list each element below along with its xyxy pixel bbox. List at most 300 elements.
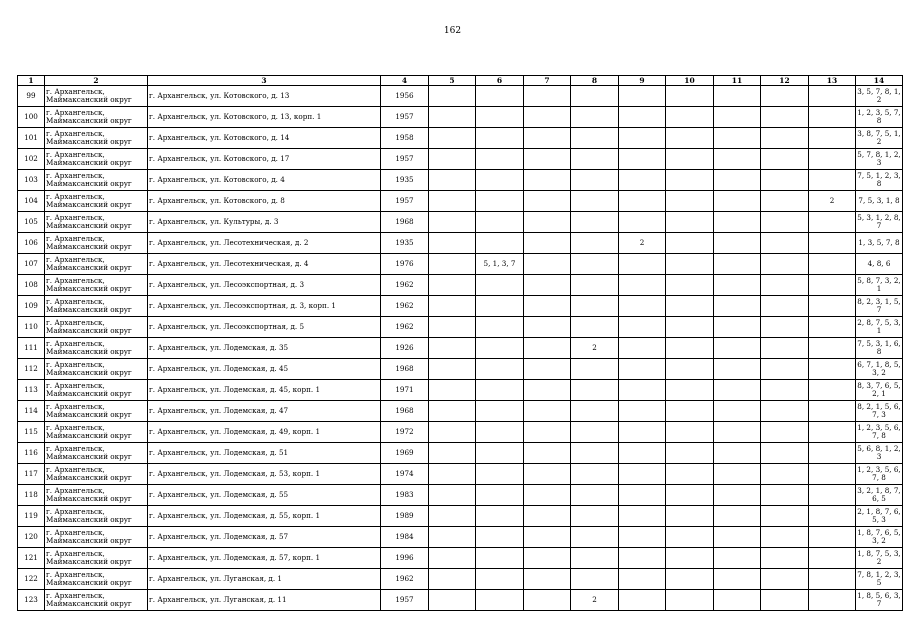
table-cell: 1, 2, 3, 5, 7, 8 [856, 107, 903, 128]
table-cell [476, 317, 524, 338]
table-cell: 7, 5, 3, 1, 6, 8 [856, 338, 903, 359]
table-cell [809, 422, 856, 443]
table-cell [619, 128, 666, 149]
table-cell [666, 107, 714, 128]
table-cell [714, 191, 761, 212]
table-cell: 2 [619, 233, 666, 254]
table-cell [714, 380, 761, 401]
table-cell [714, 107, 761, 128]
table-cell: г. Архангельск, ул. Лодемская, д. 55, корп. 1 [148, 506, 381, 527]
table-cell: г. Архангельск, Маймаксанский округ [45, 170, 148, 191]
table-cell [429, 569, 476, 590]
table-cell [476, 128, 524, 149]
table-cell: г. Архангельск, ул. Котовского, д. 4 [148, 170, 381, 191]
table-cell: 116 [18, 443, 45, 464]
table-cell [524, 485, 571, 506]
table-cell [571, 422, 619, 443]
table-cell [524, 275, 571, 296]
table-cell [666, 506, 714, 527]
table-cell [809, 380, 856, 401]
table-cell [476, 506, 524, 527]
table-cell [809, 128, 856, 149]
table-cell [619, 149, 666, 170]
table-cell [714, 590, 761, 611]
table-cell: 111 [18, 338, 45, 359]
table-header [18, 76, 903, 86]
table-cell [476, 443, 524, 464]
table-cell [714, 86, 761, 107]
table-cell [809, 590, 856, 611]
column-header: 4 [381, 76, 429, 86]
table-cell [761, 485, 809, 506]
table-cell: г. Архангельск, ул. Лодемская, д. 57, корп. 1 [148, 548, 381, 569]
table-cell [666, 275, 714, 296]
table-cell: г. Архангельск, Маймаксанский округ [45, 359, 148, 380]
table-cell: 120 [18, 527, 45, 548]
table-cell: 1968 [381, 401, 429, 422]
table-cell: 5, 6, 8, 1, 2, 3 [856, 443, 903, 464]
table-cell: г. Архангельск, Маймаксанский округ [45, 233, 148, 254]
table-cell [666, 149, 714, 170]
table-cell [666, 590, 714, 611]
table-cell [619, 86, 666, 107]
table-cell [714, 338, 761, 359]
table-cell [666, 170, 714, 191]
table-cell [809, 548, 856, 569]
table-cell [761, 86, 809, 107]
table-cell [524, 527, 571, 548]
table-cell [571, 569, 619, 590]
table-cell: 1984 [381, 527, 429, 548]
table-cell: 1958 [381, 128, 429, 149]
table-cell [571, 86, 619, 107]
table-cell: 1962 [381, 275, 429, 296]
table-cell: 1962 [381, 317, 429, 338]
column-header: 1 [18, 76, 45, 86]
table-cell [666, 380, 714, 401]
table-cell [619, 254, 666, 275]
data-table [17, 75, 903, 611]
table-cell: г. Архангельск, Маймаксанский округ [45, 380, 148, 401]
table-cell: г. Архангельск, Маймаксанский округ [45, 527, 148, 548]
table-cell [524, 212, 571, 233]
table-cell [809, 464, 856, 485]
table-cell [524, 128, 571, 149]
table-cell [666, 422, 714, 443]
table-cell [714, 149, 761, 170]
table-cell [714, 548, 761, 569]
table-cell [476, 464, 524, 485]
table-cell: г. Архангельск, Маймаксанский округ [45, 275, 148, 296]
table-cell: 8, 2, 3, 1, 5, 7 [856, 296, 903, 317]
table-cell: 1996 [381, 548, 429, 569]
table-cell: г. Архангельск, ул. Лесоэкспортная, д. 3 [148, 275, 381, 296]
table-cell [761, 233, 809, 254]
table-cell [571, 107, 619, 128]
table-cell [666, 548, 714, 569]
table-cell [476, 86, 524, 107]
table-cell: 1956 [381, 86, 429, 107]
table-cell: г. Архангельск, Маймаксанский округ [45, 212, 148, 233]
table-cell [524, 149, 571, 170]
table-row [18, 317, 903, 338]
table-cell: 103 [18, 170, 45, 191]
table-cell [666, 317, 714, 338]
table-cell [761, 338, 809, 359]
table-cell [429, 485, 476, 506]
table-cell [524, 191, 571, 212]
table-cell [666, 212, 714, 233]
table-cell: 1957 [381, 149, 429, 170]
table-cell: г. Архангельск, ул. Котовского, д. 17 [148, 149, 381, 170]
table-cell [429, 212, 476, 233]
table-cell [571, 149, 619, 170]
column-header: 11 [714, 76, 761, 86]
table-cell [666, 569, 714, 590]
table-cell [619, 527, 666, 548]
table-cell [429, 107, 476, 128]
table-cell: 1962 [381, 296, 429, 317]
table-cell [714, 128, 761, 149]
table-cell [761, 296, 809, 317]
table-cell [619, 338, 666, 359]
table-cell: 1, 2, 3, 5, 6, 7, 8 [856, 422, 903, 443]
table-cell: г. Архангельск, Маймаксанский округ [45, 401, 148, 422]
table-cell: г. Архангельск, Маймаксанский округ [45, 464, 148, 485]
table-cell: 2, 8, 7, 5, 3, 1 [856, 317, 903, 338]
table-cell [666, 527, 714, 548]
table-cell: 1983 [381, 485, 429, 506]
table-cell [524, 317, 571, 338]
table-cell: г. Архангельск, ул. Лодемская, д. 55 [148, 485, 381, 506]
column-header: 13 [809, 76, 856, 86]
table-cell: г. Архангельск, Маймаксанский округ [45, 338, 148, 359]
table-cell [476, 590, 524, 611]
table-cell [809, 233, 856, 254]
table-cell: 1976 [381, 254, 429, 275]
table-row [18, 464, 903, 485]
table-cell [429, 380, 476, 401]
table-cell: 118 [18, 485, 45, 506]
column-header: 5 [429, 76, 476, 86]
table-cell: 1, 8, 5, 6, 3, 7 [856, 590, 903, 611]
table-cell [476, 191, 524, 212]
table-cell: 8, 3, 7, 6, 5, 2, 1 [856, 380, 903, 401]
table-cell: 115 [18, 422, 45, 443]
table-row [18, 506, 903, 527]
table-cell [619, 464, 666, 485]
table-cell [809, 338, 856, 359]
table-cell [571, 170, 619, 191]
table-cell: г. Архангельск, Маймаксанский округ [45, 548, 148, 569]
table-cell [476, 338, 524, 359]
table-cell: 3, 2, 1, 8, 7, 6, 5 [856, 485, 903, 506]
table-cell [761, 359, 809, 380]
table-row [18, 233, 903, 254]
table-cell [571, 401, 619, 422]
table-cell: г. Архангельск, Маймаксанский округ [45, 296, 148, 317]
table-cell [761, 191, 809, 212]
table-cell [619, 296, 666, 317]
table-row [18, 569, 903, 590]
table-cell [619, 170, 666, 191]
table-cell [524, 590, 571, 611]
table-cell [571, 212, 619, 233]
table-cell [429, 464, 476, 485]
table-cell [714, 359, 761, 380]
table-cell [524, 359, 571, 380]
table-cell: г. Архангельск, ул. Луганская, д. 1 [148, 569, 381, 590]
table-cell [571, 485, 619, 506]
column-header: 3 [148, 76, 381, 86]
table-cell: 107 [18, 254, 45, 275]
table-cell: 1968 [381, 359, 429, 380]
table-cell [476, 233, 524, 254]
table-cell: 110 [18, 317, 45, 338]
table-cell [476, 107, 524, 128]
table-row [18, 296, 903, 317]
table-cell [619, 380, 666, 401]
table-cell: г. Архангельск, ул. Лесотехническая, д. 2 [148, 233, 381, 254]
table-cell [666, 401, 714, 422]
table-cell: 1, 3, 5, 7, 8 [856, 233, 903, 254]
table-cell [524, 443, 571, 464]
table-cell [476, 296, 524, 317]
table-cell: 121 [18, 548, 45, 569]
table-cell: г. Архангельск, Маймаксанский округ [45, 128, 148, 149]
table-row [18, 401, 903, 422]
table-cell [809, 275, 856, 296]
table-cell [809, 569, 856, 590]
table-cell: г. Архангельск, Маймаксанский округ [45, 422, 148, 443]
table-cell [761, 275, 809, 296]
table-cell [666, 296, 714, 317]
table-cell: 112 [18, 359, 45, 380]
table-cell [666, 128, 714, 149]
table-cell: 123 [18, 590, 45, 611]
table-row [18, 212, 903, 233]
table-cell [476, 275, 524, 296]
table-cell: г. Архангельск, Маймаксанский округ [45, 569, 148, 590]
table-cell: 1, 8, 7, 6, 5, 3, 2 [856, 527, 903, 548]
table-cell [476, 380, 524, 401]
table-cell [666, 191, 714, 212]
table-cell [714, 212, 761, 233]
table-cell [809, 107, 856, 128]
table-cell [619, 569, 666, 590]
table-cell: 2 [571, 338, 619, 359]
table-cell [476, 548, 524, 569]
table-cell: г. Архангельск, ул. Котовского, д. 13, корп. 1 [148, 107, 381, 128]
table-cell: г. Архангельск, ул. Лесотехническая, д. 4 [148, 254, 381, 275]
table-cell: 4, 8, 6 [856, 254, 903, 275]
table-cell: г. Архангельск, ул. Лесоэкспортная, д. 5 [148, 317, 381, 338]
table-cell: 106 [18, 233, 45, 254]
table-cell [761, 128, 809, 149]
table-cell [714, 464, 761, 485]
table-cell [429, 128, 476, 149]
table-cell: г. Архангельск, ул. Лесоэкспортная, д. 3, корп. 1 [148, 296, 381, 317]
table-cell [476, 485, 524, 506]
table-cell: г. Архангельск, ул. Лодемская, д. 49, корп. 1 [148, 422, 381, 443]
table-cell [429, 170, 476, 191]
table-cell [524, 422, 571, 443]
table-cell [619, 401, 666, 422]
table-cell: 6, 7, 1, 8, 5, 3, 2 [856, 359, 903, 380]
table-cell: 102 [18, 149, 45, 170]
table-cell: г. Архангельск, ул. Лодемская, д. 51 [148, 443, 381, 464]
table-cell [429, 527, 476, 548]
table-cell [809, 527, 856, 548]
table-cell [761, 506, 809, 527]
table-row [18, 149, 903, 170]
table-cell [429, 317, 476, 338]
table-cell [809, 359, 856, 380]
table-cell [761, 548, 809, 569]
table-cell [571, 506, 619, 527]
table-cell: г. Архангельск, Маймаксанский округ [45, 254, 148, 275]
table-cell [571, 380, 619, 401]
table-cell: г. Архангельск, ул. Лодемская, д. 45, корп. 1 [148, 380, 381, 401]
column-header: 2 [45, 76, 148, 86]
table-cell: г. Архангельск, Маймаксанский округ [45, 317, 148, 338]
column-header: 10 [666, 76, 714, 86]
table-cell [476, 569, 524, 590]
table-cell: 1935 [381, 170, 429, 191]
table-cell [619, 359, 666, 380]
table-cell [524, 254, 571, 275]
page-number: 162 [443, 26, 462, 36]
table-cell: 101 [18, 128, 45, 149]
table-cell [571, 191, 619, 212]
table-cell: 109 [18, 296, 45, 317]
table-cell: 1974 [381, 464, 429, 485]
table-row [18, 485, 903, 506]
table-cell [714, 443, 761, 464]
table-row [18, 191, 903, 212]
table-cell [619, 548, 666, 569]
table-cell: 1957 [381, 590, 429, 611]
table-cell: г. Архангельск, ул. Лодемская, д. 45 [148, 359, 381, 380]
table-cell: 1971 [381, 380, 429, 401]
table-cell: 1, 2, 3, 5, 6, 7, 8 [856, 464, 903, 485]
table-cell [714, 401, 761, 422]
table-cell [571, 128, 619, 149]
table-cell: г. Архангельск, Маймаксанский округ [45, 590, 148, 611]
table-cell [809, 296, 856, 317]
table-cell: г. Архангельск, Маймаксанский округ [45, 191, 148, 212]
table-row [18, 590, 903, 611]
table-cell: г. Архангельск, ул. Луганская, д. 11 [148, 590, 381, 611]
table-cell [429, 443, 476, 464]
table-row [18, 107, 903, 128]
table-cell [761, 212, 809, 233]
table-cell [761, 590, 809, 611]
table-cell [619, 485, 666, 506]
table-row [18, 443, 903, 464]
table-cell: 105 [18, 212, 45, 233]
table-cell [666, 233, 714, 254]
table-cell [429, 590, 476, 611]
table-cell [809, 485, 856, 506]
table-cell [429, 422, 476, 443]
table-cell [809, 149, 856, 170]
table-cell [619, 506, 666, 527]
table-cell: г. Архангельск, ул. Лодемская, д. 57 [148, 527, 381, 548]
table-cell [524, 380, 571, 401]
table-cell [476, 359, 524, 380]
table-cell [571, 443, 619, 464]
table-row [18, 254, 903, 275]
table-cell [571, 275, 619, 296]
table-cell [429, 275, 476, 296]
table-cell [524, 338, 571, 359]
table-cell: 1989 [381, 506, 429, 527]
table-cell: 2 [809, 191, 856, 212]
table-cell [714, 233, 761, 254]
table-cell [714, 275, 761, 296]
table-cell: 1957 [381, 191, 429, 212]
table-cell: 7, 5, 1, 2, 3, 8 [856, 170, 903, 191]
table-cell [761, 254, 809, 275]
table-cell [666, 338, 714, 359]
table-cell [429, 296, 476, 317]
table-cell [524, 464, 571, 485]
table-cell: 122 [18, 569, 45, 590]
table-cell: г. Архангельск, ул. Котовского, д. 14 [148, 128, 381, 149]
table-cell: 2, 1, 8, 7, 6, 5, 3 [856, 506, 903, 527]
table-cell: 2 [571, 590, 619, 611]
table-cell [714, 317, 761, 338]
table-row [18, 170, 903, 191]
table-cell: г. Архангельск, Маймаксанский округ [45, 443, 148, 464]
table-cell [571, 527, 619, 548]
table-cell: г. Архангельск, ул. Лодемская, д. 47 [148, 401, 381, 422]
table-cell [761, 464, 809, 485]
table-cell [714, 170, 761, 191]
table-cell [619, 107, 666, 128]
table-cell [714, 527, 761, 548]
table-body [18, 86, 903, 611]
table-cell [619, 191, 666, 212]
table-cell [429, 359, 476, 380]
table-cell [429, 149, 476, 170]
table-cell [809, 170, 856, 191]
table-cell: 100 [18, 107, 45, 128]
table-cell [714, 485, 761, 506]
table-cell: 1, 8, 7, 5, 3, 2 [856, 548, 903, 569]
table-cell [809, 254, 856, 275]
table-cell: 1969 [381, 443, 429, 464]
table-cell [571, 254, 619, 275]
table-cell [429, 254, 476, 275]
table-cell [619, 212, 666, 233]
table-cell: 108 [18, 275, 45, 296]
table-row [18, 128, 903, 149]
column-header: 14 [856, 76, 903, 86]
table-cell: 113 [18, 380, 45, 401]
table-cell: 7, 5, 3, 1, 8 [856, 191, 903, 212]
header-row [18, 76, 903, 86]
table-cell [429, 338, 476, 359]
table-cell: г. Архангельск, Маймаксанский округ [45, 485, 148, 506]
table-cell: 1968 [381, 212, 429, 233]
table-cell [714, 254, 761, 275]
column-header: 7 [524, 76, 571, 86]
table-cell: 119 [18, 506, 45, 527]
table-cell [809, 506, 856, 527]
table-cell [524, 401, 571, 422]
